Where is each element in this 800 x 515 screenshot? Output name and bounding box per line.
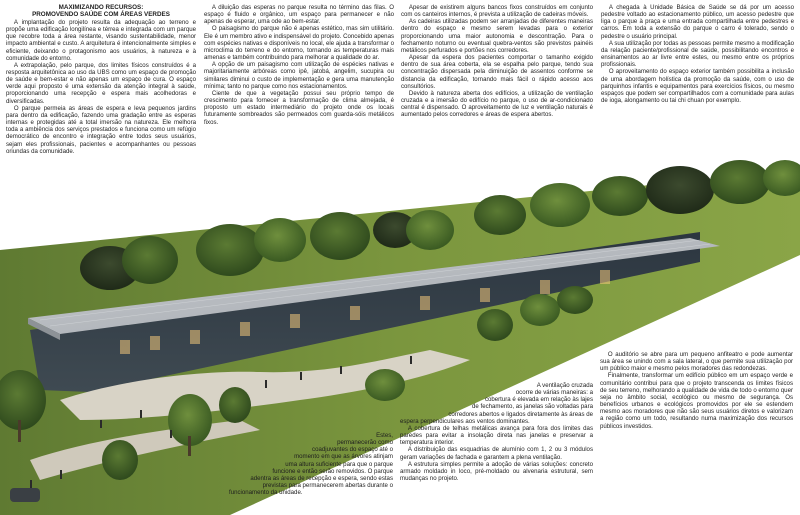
text-block-lower-right	[600, 351, 793, 430]
text-line: funcione e então serão removidos. O parque	[272, 467, 393, 475]
text-column-1	[6, 4, 196, 155]
text-line: ocorre de várias maneiras: a	[515, 389, 593, 397]
text-line: uma altura suficiente para que o parque	[285, 460, 393, 468]
text-line: cobertura é elevada em relação às lajes	[484, 396, 593, 404]
text-line: permanecerão como	[337, 439, 393, 447]
text-block-lower-left	[229, 432, 393, 496]
paragraph: A opção de um paisagismo com utilização de espécies nativas e majoritariamente arbóreas como ipê, jatobá, angelim, sucupira ou similares diminui o custo de implementação e gera uma manutenção mínima; tanto no parque como nos estacionamentos.	[204, 61, 394, 90]
text-line: Estes,	[376, 432, 393, 439]
paragraph: A extrapolação, pelo parque, dos limites físicos construídos é a resposta arquitetônica ao uso da UBS como um espaço de promoção de saúde e bem-estar e não apenas um espaço de cura. O espaço verde aqui proposto é uma extensão da atenção integral à saúde, proporcionando uma recepção e espera mais acolhedoras e diversificadas.	[6, 61, 196, 105]
parked-car	[10, 488, 40, 502]
paragraph: O paisagismo do parque não é apenas estético, mas sim utilitário. Ele é um membro ativo e indispensável do projeto. Concebido apenas com espécies nativas e disponíveis no local, ele ajuda a transformar o microclima do terreno e do entorno, tornando as temperaturas mais amenas e também contribuindo para melhorar a qualidade do ar.	[204, 25, 394, 62]
text-line: funcionamento da unidade.	[229, 489, 303, 497]
text-line: espera perpendiculares aos ventos dominantes.	[400, 417, 530, 425]
paragraph: Ciente de que a vegetação possui seu próprio tempo de crescimento para fornecer a transformação de clima almejada, é proposto um estado intermediário do projeto onde os locais futuramente sombreados são permeados com guarda-sóis metálicos fixos.	[204, 89, 394, 126]
text-line: A ventilação cruzada	[536, 382, 593, 389]
paragraph: Apesar de existirem alguns bancos fixos construídos em conjunto com os canteiros internos, é prevista a utilização de cadeiras móveis.	[401, 4, 593, 19]
paragraph: As cadeiras utilizadas podem ser arranjadas de diferentes maneiras dentro do espaço e mesmo serem levadas para o exterior proporcionando uma maior autonomia e descontração. Para o fechamento noturno ou eventual quebra-ventos são previstos painéis metálicos perfurados e portões nos corredores.	[401, 18, 593, 54]
paragraph: Devido à natureza aberta dos edifícios, a utilização de ventilação cruzada e a imersão do edifício no parque, o uso de ar-condicionado central é dispensado. O aproveitamento de luz e ventilação naturais é aumentado pelos corredores e áreas de espera abertos.	[401, 89, 593, 119]
paragraph: O aproveitamento do espaço exterior também possibilita a inclusão de uma abordagem holística da promoção da saúde, com o uso de parquinhos infantis e equipamentos para exercícios físicos, ou mesmo espaços que podem ser compartilhados com a comunidade para aulas de ioga, alongamento ou tai chi chuan por exemplo.	[601, 68, 794, 105]
paragraph: A cobertura de telhas metálicas avança para fora dos limites das paredes para evitar a insolação direta nas janelas e preservar a temperatura interior.	[400, 424, 593, 447]
paragraph: O parque permeia as áreas de espera e leva pequenos jardins para dentro da edificação, fazendo uma gradação entre as esperas internas e protegidas até a total imersão na natureza. Ele melhora toda a ambiência dos serviços prestados e funciona como um refúgio democrático de encontro e integração entre todos seus usuários, sejam eles profissionais, pacientes e acompanhantes ou pessoas oriundas da comunidade.	[6, 104, 196, 155]
text-line: coadjuvantes do espaço até o	[312, 446, 393, 454]
paragraph: A implantação do projeto resulta da adequação ao terreno e propõe uma edificação longilínea e térrea e integrada com um parque que recobre toda a área restante, visando sustentabilidade, menor impacto ambiental e custo. A arquitetura é intencionalmente simples e eficiente, deixando o protagonismo aos usuários, à natureza e à comunidade do entorno.	[6, 18, 196, 62]
paragraph: A distribuição das esquadrias de alumínio com 1, 2 ou 3 módulos geram variações de fachada e garantem a plena ventilação.	[400, 446, 593, 461]
text-column-3	[401, 4, 593, 119]
section-title: MAXIMIZANDO RECURSOS: PROMOVENDO SAÚDE COM ÁREAS VERDES	[32, 4, 170, 19]
paragraph: O auditório se abre para um pequeno anfiteatro e pode aumentar sua área se unindo com a sala lateral, o que permite sua utilização por um público maior e mesmo pelos moradores das redondezas.	[600, 351, 793, 373]
text-line: previstas para permanecerem abertas durante o	[262, 482, 393, 490]
paragraph: A diluição das esperas no parque resulta no término das filas. O espaço é fluido e orgânico, um espaço para permanecer e não apenas de esperar, uma ode ao bem-estar.	[204, 4, 394, 26]
paragraph: Apesar da espera dos pacientes comportar o tamanho exigido dentro de sua área coberta, ela se espalha pelo parque, tendo sua concentração dispersada pela diminuição de assentos conforme se distancia da edificação, tornando mais fácil o rápido acesso aos consultórios.	[401, 54, 593, 90]
text-line: adentra as áreas de recepção e espera, sendo estas	[250, 474, 393, 482]
text-column-4	[601, 4, 794, 104]
paragraph: A chegada à Unidade Básica de Saúde se dá por um acesso pedestre voltado ao estacionamento público, um acesso pedestre que liga o parque à praça e uma entrada compartilhada entre pedestres e carros. Em toda a extensão do parque o carro é tolerado, sendo o pedestre o usuário principal.	[601, 4, 794, 40]
text-line: corredores abertos e ligados diretamente às áreas de	[448, 410, 593, 418]
text-line: de fechamento, as janelas são voltadas para	[472, 403, 593, 411]
text-block-lower-middle	[400, 382, 593, 482]
paragraph: A estrutura simples permite a adoção de várias soluções: concreto armado moldado in loco, pré-moldado ou alvenaria estrutural, sem mudanças no projeto.	[400, 460, 593, 483]
paragraph: Finalmente, transformar um edifício público em um espaço verde e comunitário contribui para que o projeto transcenda os limites físicos de seu terreno, melhorando a qualidade de vida de todo o entorno quer seja no âmbito social, ecológico ou mesmo de segurança. Os benefícios urbanos e ecológicos promovidos por ele se estendem mesmo aos moradores que não são seus usuários diretos e valorizam a região como um todo, resultando numa maximização dos recursos públicos investidos.	[600, 372, 793, 430]
paragraph: A sua utilização por todas as pessoas permite mesmo a modificação da relação paciente/profissional de saúde, possibilitando encontros e ensinamentos ao ar livre entre estes, ou mesmo entre os próprios profissionais.	[601, 39, 794, 69]
text-line: momento em que as árvores atinjam	[294, 453, 393, 461]
text-column-2	[204, 4, 394, 126]
